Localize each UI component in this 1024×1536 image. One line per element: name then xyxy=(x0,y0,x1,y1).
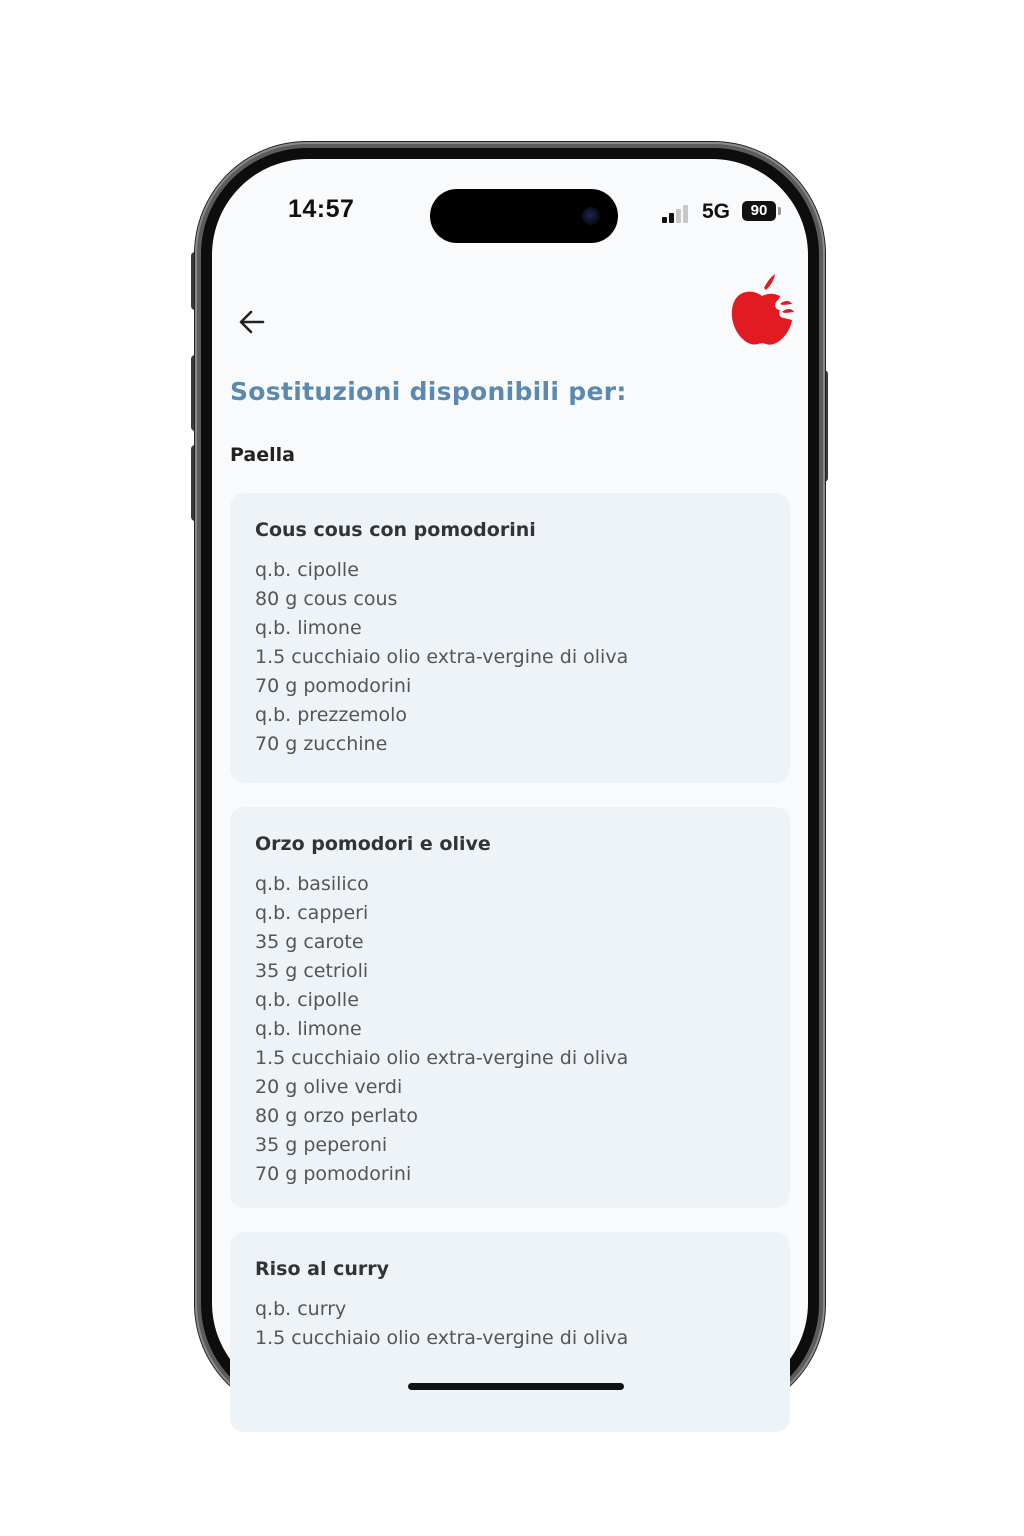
ingredient-item: q.b. cipolle xyxy=(255,559,359,581)
ingredient-list xyxy=(255,1295,766,1353)
ingredient-item: 35 g cetrioli xyxy=(255,960,369,982)
ingredient-item: q.b. basilico xyxy=(255,873,369,895)
ingredient-list xyxy=(255,870,766,1189)
network-type: 5G xyxy=(702,200,731,223)
substitution-title: Cous cous con pomodorini xyxy=(255,519,536,541)
ingredient-item: q.b. capperi xyxy=(255,902,369,924)
phone-bezel xyxy=(201,148,819,1410)
substitution-title: Orzo pomodori e olive xyxy=(255,833,491,855)
ingredient-list xyxy=(255,556,766,759)
substitution-title: Riso al curry xyxy=(255,1258,389,1280)
ingredient-item: 35 g peperoni xyxy=(255,1134,388,1156)
substitution-card[interactable] xyxy=(230,1232,790,1432)
ingredient-item: 1.5 cucchiaio olio extra-vergine di oliva xyxy=(255,646,629,668)
red-apple-logo-icon xyxy=(728,274,800,354)
back-button[interactable] xyxy=(232,302,272,342)
ingredient-item: 80 g cous cous xyxy=(255,588,398,610)
ingredient-item: 35 g carote xyxy=(255,931,364,953)
ingredient-item: q.b. limone xyxy=(255,617,362,639)
substitution-card[interactable] xyxy=(230,807,790,1208)
substitution-card[interactable] xyxy=(230,493,790,783)
home-indicator[interactable] xyxy=(408,1383,624,1390)
phone-frame xyxy=(195,142,825,1416)
ingredient-item: q.b. limone xyxy=(255,1018,362,1040)
ingredient-item: 80 g orzo perlato xyxy=(255,1105,418,1127)
arrow-left-icon xyxy=(237,307,267,337)
battery-icon: 90 xyxy=(742,201,776,221)
ingredient-item: q.b. cipolle xyxy=(255,989,359,1011)
phone-screen xyxy=(212,159,808,1399)
scroll-content[interactable] xyxy=(212,159,808,1349)
ingredient-item: 70 g pomodorini xyxy=(255,1163,412,1185)
ingredient-item: 70 g zucchine xyxy=(255,733,388,755)
ingredient-item: 1.5 cucchiaio olio extra-vergine di oliva xyxy=(255,1047,629,1069)
dish-name: Paella xyxy=(230,444,295,466)
ingredient-item: q.b. curry xyxy=(255,1298,347,1320)
ingredient-item: 1.5 cucchiaio olio extra-vergine di oliva xyxy=(255,1327,629,1349)
page-title: Sostituzioni disponibili per: xyxy=(230,377,627,406)
ingredient-item: 20 g olive verdi xyxy=(255,1076,403,1098)
ingredient-item: q.b. prezzemolo xyxy=(255,704,408,726)
status-time: 14:57 xyxy=(288,195,355,223)
ingredient-item: 70 g pomodorini xyxy=(255,675,412,697)
